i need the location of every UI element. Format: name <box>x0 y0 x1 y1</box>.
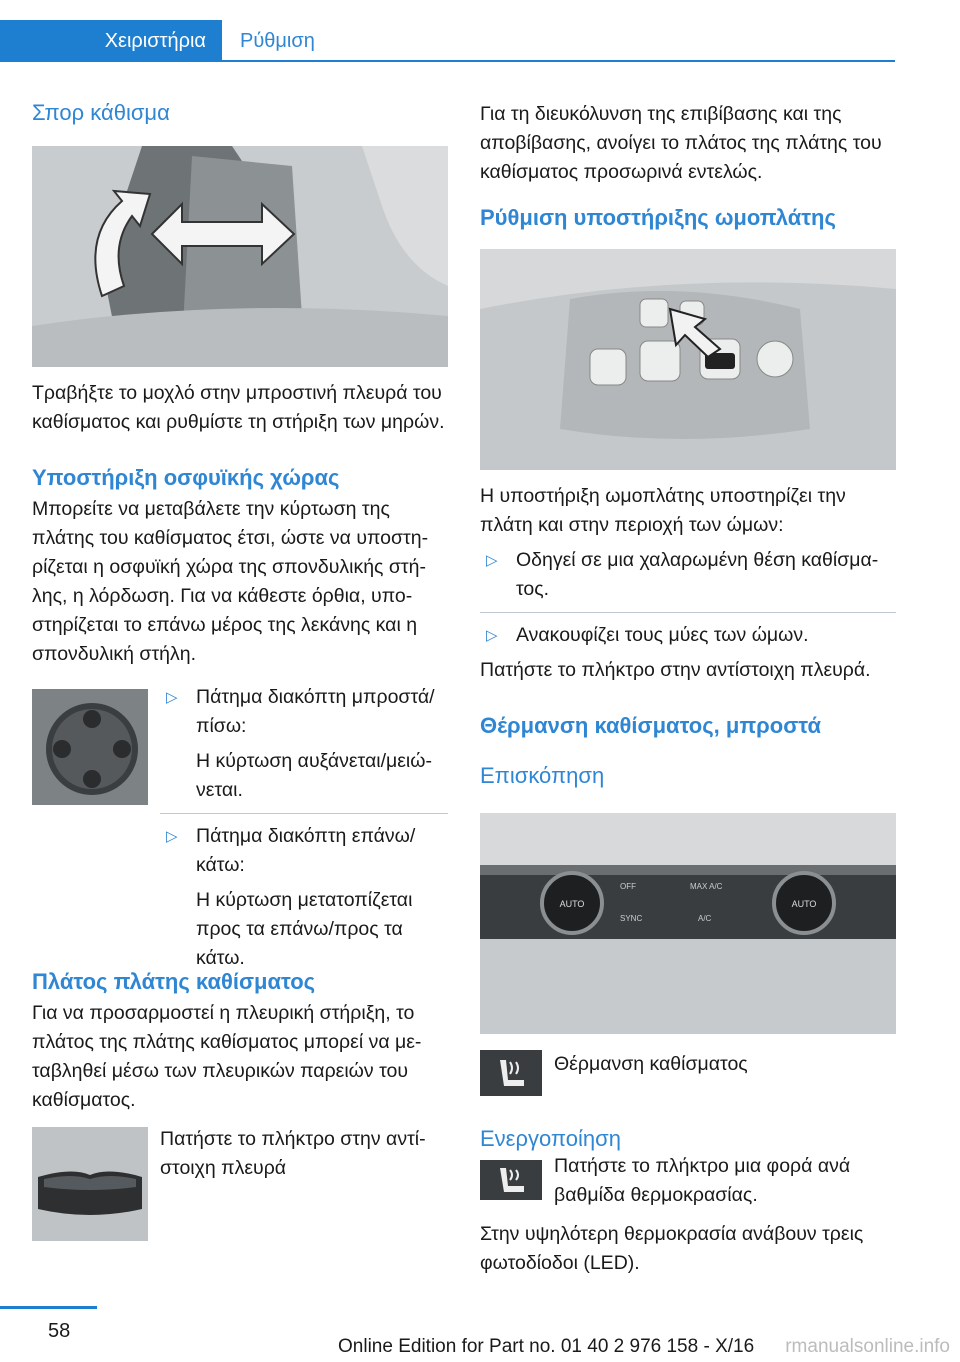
tab-adjustment[interactable]: Ρύθμιση <box>240 30 315 52</box>
tab-controls[interactable]: Χειριστήρια <box>0 20 222 62</box>
left-column <box>32 100 448 1247</box>
shoulder-press-text: Πατήστε το πλήκτρο στην αντίστοιχη πλευρά. <box>480 659 871 681</box>
list-item: ▷ Πάτημα διακόπτη επάνω/κάτω: Η κύρτωση μετατοπίζεται προς τα επάνω/προς τα κάτω. <box>160 822 448 973</box>
sport-seat-image <box>32 146 448 367</box>
right-column <box>480 100 896 1278</box>
activation-text: Πατήστε το πλήκτρο μια φορά ανά βαθμίδα θερμοκρασίας. <box>554 1155 851 1206</box>
auto-label-left: AUTO <box>559 899 585 909</box>
backrest-width-text: Για να προσαρμοστεί η πλευρική στήριξη, το πλάτος της πλάτης καθίσματος μπορεί να με-ταβληθεί μέσω των πλευρικών παρειών του καθίσματος. <box>32 1002 422 1111</box>
width-button-image <box>32 1127 148 1241</box>
lumbar-text: Μπορείτε να μεταβάλετε την κύρτωση της πλάτης του καθίσματος έτσι, ώστε να υποστη-ρίζεται η οσφυϊκή χώρα της σπονδυλικής στή-λης, η λόρδωση. Για να κάθεστε όρθια, υπο-στηρίζεται το επάνω μέρος της λεκάνης και η σπονδυλική στήλη. <box>32 498 429 665</box>
watermark: rmanualsonline.info <box>785 1336 950 1357</box>
activation-row <box>480 1155 896 1220</box>
triangle-bullet-icon: ▷ <box>166 689 178 706</box>
shoulder-support-heading: Ρύθμιση υποστήριξης ωμοπλάτης <box>480 205 836 230</box>
header-tabs <box>0 20 895 62</box>
sport-seat-heading: Σπορ κάθισμα <box>32 100 170 125</box>
lumbar-switch-image <box>32 689 148 805</box>
header-rule <box>222 60 895 62</box>
seat-heating-button-icon <box>480 1050 542 1096</box>
entry-exit-text: Για τη διευκόλυνση της επιβίβασης και της αποβίβασης, ανοίγει το πλάτος της πλάτης του καθίσματος προσωρινά εντελώς. <box>480 103 882 183</box>
ac-label: A/C <box>698 914 712 923</box>
triangle-bullet-icon: ▷ <box>166 828 178 845</box>
seat-heating-heading: Θέρμανση καθίσματος, μπροστά <box>480 713 822 738</box>
climate-panel-image <box>480 813 896 1034</box>
seat-heating-button-icon <box>480 1160 542 1200</box>
divider <box>480 612 896 613</box>
shoulder-support-text: Η υποστήριξη ωμοπλάτης υποστηρίζει την πλάτη και στην περιοχή των ώμων: <box>480 485 846 536</box>
seat-heating-label: Θέρμανση καθίσματος <box>554 1053 748 1075</box>
page-number: 58 <box>48 1320 71 1342</box>
seat-heating-row <box>480 1050 896 1110</box>
triangle-bullet-icon: ▷ <box>486 627 498 644</box>
footer-rule <box>0 1306 97 1309</box>
list-item: ▷ Οδηγεί σε μια χαλαρωμένη θέση καθίσμα-τος. <box>480 546 896 604</box>
edition-text: Online Edition for Part no. 01 40 2 976 158 - X/16 <box>338 1336 755 1357</box>
off-label: OFF <box>620 882 636 891</box>
led-text: Στην υψηλότερη θερμοκρασία ανάβουν τρεις φωτοδίοδοι (LED). <box>480 1223 864 1274</box>
list-item: ▷ Πάτημα διακόπτη μπροστά/πίσω: Η κύρτωση αυξάνεται/μειώ-νεται. <box>160 683 448 805</box>
max-ac-label: MAX A/C <box>690 882 723 891</box>
list-item: ▷ Ανακουφίζει τους μύες των ώμων. <box>480 621 896 650</box>
backrest-width-control <box>32 1127 448 1247</box>
shoulder-bullets <box>480 546 896 650</box>
lumbar-heading: Υποστήριξη οσφυϊκής χώρας <box>32 465 340 490</box>
divider <box>160 813 448 814</box>
triangle-bullet-icon: ▷ <box>486 552 498 569</box>
auto-label-right: AUTO <box>791 899 817 909</box>
sport-seat-text: Τραβήξτε το μοχλό στην μπροστινή πλευρά του καθίσματος και ρυθμίστε τη στήριξη των μηρών. <box>32 382 445 433</box>
sync-label: SYNC <box>620 914 643 923</box>
lumbar-bullets <box>160 683 448 973</box>
lumbar-controls <box>32 683 448 969</box>
activation-heading: Ενεργοποίηση <box>480 1126 621 1151</box>
shoulder-support-image <box>480 249 896 470</box>
overview-heading: Επισκόπηση <box>480 763 605 788</box>
backrest-width-heading: Πλάτος πλάτης καθίσματος <box>32 969 316 994</box>
width-button-text: Πατήστε το πλήκτρο στην αντί-στοιχη πλευρά <box>160 1128 426 1179</box>
